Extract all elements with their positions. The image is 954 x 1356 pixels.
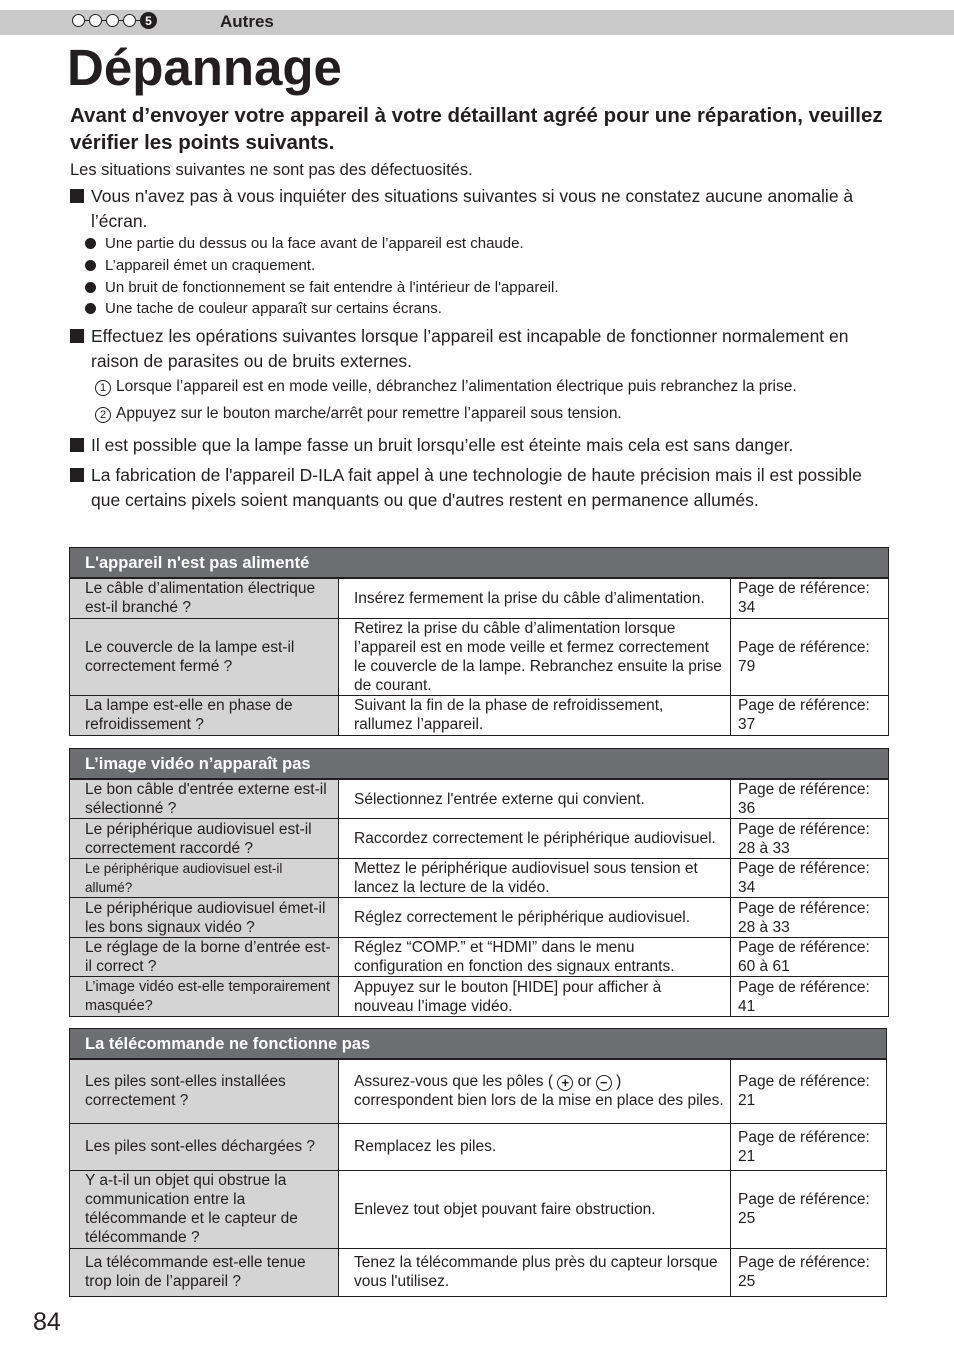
subtitle: Les situations suivantes ne sont pas des défectuosités. [70,161,473,179]
table-row: Le périphérique audiovisuel est-il correctement raccordé ? Raccordez correctement le périphérique audiovisuel. Page de référence: 28 à 33 [70,819,889,859]
table-row: Le bon câble d'entrée externe est-il sélectionné ? Sélectionnez l'entrée externe qui convient. Page de référence: 36 [70,779,889,819]
square-bullet-icon [70,189,84,203]
step-item: 2 Appuyez sur le bouton marche/arrêt pour remettre l’appareil sous tension. [95,405,622,423]
intro-heading: Avant d’envoyer votre appareil à votre détaillant agréé pour une réparation, veuillez vérifier les points suivants. [70,104,883,154]
table-title: L’image vidéo n’apparaît pas [70,749,889,780]
note-1: Vous n'avez pas à vous inquiéter des situations suivantes si vous ne constatez aucune anomalie à l’écran. [70,184,900,233]
step-circle [89,14,102,27]
plus-icon: + [557,1075,573,1091]
table-title: L'appareil n'est pas alimenté [70,548,889,579]
step-circle [72,14,85,27]
step-current: 5 [140,12,157,29]
square-bullet-icon [70,468,84,482]
section-label: Autres [220,12,274,31]
step-circle [106,14,119,27]
table-remote [69,1028,887,1297]
table-row: Le couvercle de la lampe est-il correctement fermé ? Retirez la prise du câble d’alimentation lorsque l’appareil est en mode veille et fermez correctement le couvercle de la lampe. Rebranchez ensuite la prise de courant. Page de référence: 79 [70,618,889,695]
step-circle [123,14,136,27]
table-row: La lampe est-elle en phase de refroidissement ? Suivant la fin de la phase de refroidissement, rallumez l’appareil. Page de référence: 37 [70,695,889,735]
note-4: La fabrication de l'appareil D-ILA fait appel à une technologie de haute précision mais il est possible que certains pixels soient manquants ou que d'autres restent en permanence allumés. [70,463,870,512]
table-row: Y a-t-il un objet qui obstrue la communication entre la télécommande et le capteur de télécommande ? Enlevez tout objet pouvant faire obstruction. Page de référence: 25 [70,1170,887,1248]
table-row: Les piles sont-elles installées correctement ? Assurez-vous que les pôles ( + or − ) correspondent bien lors de la mise en place des piles. Page de référence: 21 [70,1059,887,1123]
bullet-item: Une partie du dessus ou la face avant de l’appareil est chaude. [85,235,524,252]
step-item: 1 Lorsque l’appareil est en mode veille, débranchez l’alimentation électrique puis rebranchez la prise. [95,378,797,396]
table-title: La télécommande ne fonctionne pas [70,1029,887,1060]
page-title: Dépannage [67,39,342,96]
table-row: L’image vidéo est-elle temporairement masquée? Appuyez sur le bouton [HIDE] pour afficher à nouveau l’image vidéo. Page de référence: 41 [70,977,889,1017]
table-row: Le périphérique audiovisuel émet-il les bons signaux vidéo ? Réglez correctement le périphérique audiovisuel. Page de référence: 28 à 33 [70,898,889,938]
table-row: Le câble d’alimentation électrique est-il branché ? Insérez fermement la prise du câble d’alimentation. Page de référence: 34 [70,578,889,618]
square-bullet-icon [70,438,84,452]
note-2: Effectuez les opérations suivantes lorsque l’appareil est incapable de fonctionner normalement en raison de parasites ou de bruits externes. [70,324,900,373]
step-indicator [72,12,157,29]
table-no-video [69,748,889,1017]
dot-icon [85,238,96,249]
dot-icon [85,260,96,271]
bullet-item: Un bruit de fonctionnement se fait entendre à l'intérieur de l'appareil. [85,279,559,296]
table-row: Les piles sont-elles déchargées ? Remplacez les piles. Page de référence: 21 [70,1123,887,1170]
bullet-item: Une tache de couleur apparaît sur certains écrans. [85,300,442,317]
table-row: Le réglage de la borne d’entrée est-il correct ? Réglez “COMP.” et “HDMI” dans le menu configuration en fonction des signaux entrants. Page de référence: 60 à 61 [70,938,889,977]
page-number: 84 [33,1308,61,1336]
square-bullet-icon [70,329,84,343]
table-row: La télécommande est-elle tenue trop loin de l’appareil ? Tenez la télécommande plus près du capteur lorsque vous l'utilisez. Page de référence: 25 [70,1248,887,1296]
dot-icon [85,303,96,314]
minus-icon: − [596,1075,612,1091]
bullet-item: L’appareil émet un craquement. [85,257,315,274]
dot-icon [85,282,96,293]
note-3: Il est possible que la lampe fasse un bruit lorsqu’elle est éteinte mais cela est sans danger. [70,433,900,458]
table-no-power [69,547,889,736]
table-row: Le périphérique audiovisuel est-il allumé? Mettez le périphérique audiovisuel sous tension et lancez la lecture de la vidéo. Page de référence: 34 [70,859,889,898]
